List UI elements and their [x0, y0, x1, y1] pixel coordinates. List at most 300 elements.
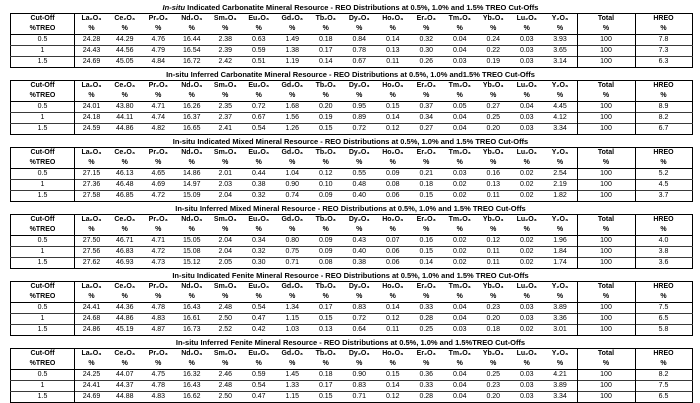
- value-cell: 0.03: [510, 381, 544, 392]
- value-cell: 0.02: [510, 180, 544, 191]
- value-cell: 0.14: [385, 304, 400, 311]
- column-header-oxide-6: Gd₂O₃: [281, 149, 303, 156]
- column-header-oxide-8: Dy₂O₃: [348, 283, 370, 290]
- column-header-oxide-9: Ho₂O₃: [382, 82, 404, 89]
- value-cell: 2.48: [218, 304, 233, 311]
- unit-header-total: %: [577, 24, 635, 35]
- column-header-cutoff: Cut-Off: [11, 282, 75, 293]
- column-header-oxide-11: Tm₂O₃: [448, 15, 471, 22]
- header-row-labels: [11, 14, 693, 25]
- value-cell: 1.96: [553, 237, 567, 244]
- value-cell: 0.06: [376, 258, 410, 269]
- value-cell: 3.89: [553, 304, 567, 311]
- value-cell: 0.11: [376, 325, 410, 336]
- column-header-oxide-7: Tb₂O₃: [315, 350, 336, 357]
- value-cell: 0.67: [242, 113, 276, 124]
- value-cell: 4.87: [142, 325, 176, 336]
- column-header-oxide-3: Nd₂O₃: [181, 149, 203, 156]
- table-title-text: In-situ Indicated Mixed Mineral Resource - REO Distributions at 0.5%, 1.0% and 1.5% TREO Cut-Offs: [172, 137, 529, 146]
- unit-header-oxide-8: %: [343, 359, 377, 370]
- unit-header-oxide-9: %: [376, 158, 410, 169]
- column-header-total: Total: [577, 282, 635, 293]
- value-cell: 44.07: [115, 371, 134, 378]
- hreo-cell: 8.2: [658, 371, 669, 378]
- table-title: [10, 136, 691, 147]
- value-cell: 0.74: [276, 191, 310, 202]
- header-row-units: [11, 225, 693, 236]
- value-cell: 0.04: [443, 381, 477, 392]
- column-header-oxide-10: Er₂O₃: [416, 15, 436, 22]
- value-cell: 0.03: [519, 304, 534, 311]
- value-cell: 2.19: [544, 180, 578, 191]
- value-cell: 0.03: [510, 113, 544, 124]
- total-cell: 100: [577, 303, 635, 314]
- data-row: [11, 57, 693, 68]
- column-header-oxide-14: Y₂O₃: [551, 216, 569, 223]
- data-row: [11, 35, 693, 46]
- unit-header-oxide-2: %: [142, 292, 176, 303]
- value-cell: 0.17: [309, 381, 343, 392]
- value-cell: 44.36: [115, 304, 134, 311]
- value-cell: 0.13: [477, 180, 511, 191]
- hreo-cell: 6.3: [635, 57, 692, 68]
- value-cell: 0.40: [343, 191, 377, 202]
- unit-header-oxide-11: %: [443, 24, 477, 35]
- unit-header-oxide-9: %: [376, 24, 410, 35]
- unit-header-oxide-1: %: [108, 158, 142, 169]
- value-cell: 0.38: [242, 180, 276, 191]
- value-cell: 0.51: [242, 57, 276, 68]
- value-cell: 0.14: [410, 258, 444, 269]
- cutoff-cell: 1: [11, 180, 75, 191]
- value-cell: 2.04: [218, 237, 233, 244]
- value-cell: 4.73: [142, 258, 176, 269]
- unit-header-oxide-9: %: [376, 292, 410, 303]
- value-cell: 0.03: [510, 124, 544, 135]
- table-body: [11, 102, 693, 135]
- unit-header-oxide-10: %: [410, 359, 444, 370]
- value-cell: 1.49: [285, 36, 300, 43]
- data-row: [11, 370, 693, 381]
- unit-header-oxide-1: %: [108, 292, 142, 303]
- value-cell: 0.05: [452, 103, 467, 110]
- value-cell: 44.86: [108, 314, 142, 325]
- unit-header-oxide-0: %: [75, 292, 109, 303]
- unit-header-oxide-4: %: [209, 91, 243, 102]
- column-header-oxide-7: Tb₂O₃: [315, 82, 336, 89]
- unit-header-oxide-9: %: [376, 359, 410, 370]
- column-header-oxide-3: Nd₂O₃: [181, 82, 203, 89]
- value-cell: 4.12: [544, 113, 578, 124]
- value-cell: 0.32: [242, 191, 276, 202]
- total-cell: 100: [577, 392, 635, 403]
- value-cell: 4.78: [151, 304, 166, 311]
- unit-header-oxide-4: %: [209, 24, 243, 35]
- value-cell: 0.12: [376, 392, 410, 403]
- value-cell: 1.74: [544, 258, 578, 269]
- unit-header-cutoff: %TREO: [11, 292, 75, 303]
- unit-header-oxide-7: %: [309, 91, 343, 102]
- value-cell: 0.11: [477, 247, 511, 258]
- unit-header-oxide-7: %: [309, 292, 343, 303]
- value-cell: 3.36: [544, 314, 578, 325]
- total-cell: 100: [577, 113, 635, 124]
- total-cell: 100: [577, 314, 635, 325]
- unit-header-oxide-3: %: [175, 359, 209, 370]
- column-header-oxide-10: Er₂O₃: [416, 350, 436, 357]
- column-header-oxide-2: Pr₂O₃: [148, 216, 168, 223]
- value-cell: 46.93: [108, 258, 142, 269]
- unit-header-total: %: [577, 359, 635, 370]
- value-cell: 4.76: [151, 36, 166, 43]
- value-cell: 0.04: [452, 371, 467, 378]
- cutoff-cell: 0.5: [11, 169, 75, 180]
- value-cell: 24.01: [82, 103, 101, 110]
- value-cell: 0.67: [343, 57, 377, 68]
- data-row: [11, 325, 693, 336]
- value-cell: 4.72: [142, 247, 176, 258]
- value-cell: 46.85: [108, 191, 142, 202]
- unit-header-oxide-7: %: [309, 225, 343, 236]
- column-header-oxide-3: Nd₂O₃: [181, 15, 203, 22]
- value-cell: 24.69: [75, 392, 109, 403]
- column-header-oxide-3: Nd₂O₃: [181, 350, 203, 357]
- value-cell: 0.95: [352, 103, 367, 110]
- table-title-text: Indicated Carbonatite Mineral Resource - REO Distributions at 0.5%, 1.0% and 1.5% TREO Cut-Offs: [187, 3, 539, 12]
- hreo-cell: 3.7: [635, 191, 692, 202]
- column-header-oxide-1: Ce₂O₃: [114, 283, 136, 290]
- column-header-oxide-1: Ce₂O₃: [114, 216, 136, 223]
- value-cell: 4.65: [151, 170, 166, 177]
- column-header-oxide-5: Eu₂O₃: [248, 216, 270, 223]
- column-header-cutoff: Cut-Off: [11, 148, 75, 159]
- unit-header-oxide-12: %: [477, 24, 511, 35]
- cutoff-cell: 1: [11, 46, 75, 57]
- table-body: [11, 303, 693, 336]
- value-cell: 0.21: [419, 170, 434, 177]
- unit-header-hreo: %: [635, 292, 692, 303]
- column-header-oxide-14: Y₂O₃: [551, 15, 569, 22]
- hreo-cell: 7.5: [658, 304, 669, 311]
- unit-header-hreo: %: [635, 91, 692, 102]
- value-cell: 0.02: [443, 247, 477, 258]
- unit-header-total: %: [577, 91, 635, 102]
- unit-header-total: %: [577, 225, 635, 236]
- column-header-oxide-6: Gd₂O₃: [281, 216, 303, 223]
- table-body: [11, 370, 693, 403]
- value-cell: 14.97: [175, 180, 209, 191]
- value-cell: 0.36: [419, 371, 434, 378]
- unit-header-oxide-4: %: [209, 292, 243, 303]
- column-header-oxide-0: La₂O₃: [81, 15, 102, 22]
- column-header-oxide-5: Eu₂O₃: [248, 283, 270, 290]
- value-cell: 0.04: [443, 46, 477, 57]
- unit-header-oxide-12: %: [477, 359, 511, 370]
- value-cell: 0.63: [251, 36, 266, 43]
- value-cell: 0.03: [443, 57, 477, 68]
- table-title: [10, 2, 691, 13]
- column-header-total: Total: [577, 14, 635, 25]
- value-cell: 4.82: [142, 124, 176, 135]
- value-cell: 0.03: [510, 46, 544, 57]
- value-cell: 0.02: [519, 237, 534, 244]
- hreo-cell: 8.9: [658, 103, 669, 110]
- data-row: [11, 258, 693, 269]
- hreo-cell: 5.8: [635, 325, 692, 336]
- value-cell: 0.12: [376, 314, 410, 325]
- value-cell: 2.05: [209, 258, 243, 269]
- unit-header-oxide-2: %: [142, 158, 176, 169]
- column-header-oxide-6: Gd₂O₃: [281, 82, 303, 89]
- value-cell: 2.04: [209, 247, 243, 258]
- total-cell: 100: [577, 169, 635, 180]
- value-cell: 0.08: [309, 258, 343, 269]
- value-cell: 0.09: [385, 170, 400, 177]
- unit-header-oxide-11: %: [443, 91, 477, 102]
- value-cell: 0.18: [318, 36, 333, 43]
- hreo-cell: 6.5: [635, 392, 692, 403]
- unit-header-total: %: [577, 292, 635, 303]
- value-cell: 0.54: [251, 304, 266, 311]
- reo-distribution-table: [10, 281, 693, 336]
- column-header-cutoff: Cut-Off: [11, 81, 75, 92]
- value-cell: 3.01: [544, 325, 578, 336]
- value-cell: 1.45: [285, 371, 300, 378]
- value-cell: 0.04: [443, 124, 477, 135]
- value-cell: 24.69: [75, 57, 109, 68]
- reo-distribution-table: [10, 80, 693, 135]
- hreo-cell: 4.5: [635, 180, 692, 191]
- unit-header-oxide-1: %: [108, 225, 142, 236]
- value-cell: 3.89: [544, 381, 578, 392]
- hreo-cell: 6.7: [635, 124, 692, 135]
- table-title-text: In-situ Inferred Mixed Mineral Resource - REO Distributions at 0.5%, 1.0% and 1.5% TREO Cut-Offs: [175, 204, 526, 213]
- value-cell: 1.82: [544, 191, 578, 202]
- value-cell: 16.72: [175, 57, 209, 68]
- cutoff-cell: 1.5: [11, 191, 75, 202]
- header-row-units: [11, 24, 693, 35]
- unit-header-oxide-13: %: [510, 292, 544, 303]
- value-cell: 4.21: [553, 371, 567, 378]
- column-header-oxide-12: Yb₂O₃: [482, 350, 504, 357]
- column-header-oxide-12: Yb₂O₃: [482, 82, 504, 89]
- column-header-oxide-4: Sm₂O₃: [213, 149, 237, 156]
- value-cell: 1.84: [544, 247, 578, 258]
- value-cell: 0.15: [385, 103, 400, 110]
- value-cell: 0.24: [486, 36, 501, 43]
- value-cell: 0.28: [410, 392, 444, 403]
- column-header-hreo: HREO: [653, 82, 674, 89]
- total-cell: 100: [577, 191, 635, 202]
- unit-header-oxide-2: %: [142, 24, 176, 35]
- column-header-oxide-14: Y₂O₃: [551, 149, 569, 156]
- resource-table-block: [10, 270, 691, 336]
- hreo-cell: 8.2: [635, 113, 692, 124]
- unit-header-cutoff: %TREO: [11, 158, 75, 169]
- value-cell: 2.46: [218, 371, 233, 378]
- header-row-labels: [11, 81, 693, 92]
- value-cell: 3.14: [544, 57, 578, 68]
- data-row: [11, 46, 693, 57]
- value-cell: 46.71: [115, 237, 134, 244]
- column-header-oxide-14: Y₂O₃: [551, 82, 569, 89]
- value-cell: 27.56: [75, 247, 109, 258]
- header-row-units: [11, 292, 693, 303]
- value-cell: 3.34: [544, 124, 578, 135]
- value-cell: 0.20: [477, 314, 511, 325]
- column-header-oxide-13: Lu₂O₃: [516, 15, 537, 22]
- data-row: [11, 102, 693, 113]
- value-cell: 24.68: [75, 314, 109, 325]
- unit-header-oxide-5: %: [242, 225, 276, 236]
- value-cell: 0.54: [242, 381, 276, 392]
- value-cell: 27.15: [82, 170, 101, 177]
- unit-header-oxide-4: %: [209, 359, 243, 370]
- column-header-oxide-2: Pr₂O₃: [148, 350, 168, 357]
- column-header-oxide-11: Tm₂O₃: [448, 216, 471, 223]
- value-cell: 0.54: [242, 124, 276, 135]
- value-cell: 15.05: [182, 237, 201, 244]
- value-cell: 0.71: [276, 258, 310, 269]
- value-cell: 0.19: [477, 57, 511, 68]
- total-cell: 100: [577, 325, 635, 336]
- cutoff-cell: 1.5: [11, 392, 75, 403]
- value-cell: 0.23: [486, 304, 501, 311]
- value-cell: 27.58: [75, 191, 109, 202]
- column-header-total: Total: [577, 349, 635, 360]
- value-cell: 1.26: [276, 124, 310, 135]
- value-cell: 0.03: [510, 57, 544, 68]
- value-cell: 1.03: [276, 325, 310, 336]
- unit-header-oxide-8: %: [343, 158, 377, 169]
- value-cell: 14.86: [182, 170, 201, 177]
- unit-header-cutoff: %TREO: [11, 24, 75, 35]
- table-title-italic: In-situ: [162, 3, 186, 12]
- value-cell: 16.26: [182, 103, 201, 110]
- value-cell: 0.06: [376, 191, 410, 202]
- column-header-oxide-8: Dy₂O₃: [348, 149, 370, 156]
- value-cell: 2.38: [218, 36, 233, 43]
- value-cell: 0.06: [376, 247, 410, 258]
- value-cell: 15.09: [175, 191, 209, 202]
- total-cell: 100: [577, 46, 635, 57]
- data-row: [11, 247, 693, 258]
- value-cell: 2.50: [209, 314, 243, 325]
- unit-header-oxide-8: %: [343, 24, 377, 35]
- unit-header-hreo: %: [635, 359, 692, 370]
- value-cell: 2.03: [209, 180, 243, 191]
- unit-header-oxide-3: %: [175, 91, 209, 102]
- value-cell: 4.83: [142, 392, 176, 403]
- header-row-labels: [11, 349, 693, 360]
- cutoff-cell: 0.5: [11, 236, 75, 247]
- value-cell: 44.37: [108, 381, 142, 392]
- value-cell: 0.72: [343, 314, 377, 325]
- unit-header-oxide-6: %: [276, 24, 310, 35]
- unit-header-oxide-14: %: [544, 158, 578, 169]
- data-row: [11, 180, 693, 191]
- unit-header-oxide-11: %: [443, 158, 477, 169]
- value-cell: 0.17: [318, 304, 333, 311]
- column-header-oxide-4: Sm₂O₃: [213, 82, 237, 89]
- unit-header-oxide-2: %: [142, 359, 176, 370]
- value-cell: 0.32: [419, 36, 434, 43]
- value-cell: 24.86: [75, 325, 109, 336]
- value-cell: 16.32: [182, 371, 201, 378]
- table-body: [11, 35, 693, 68]
- value-cell: 0.71: [343, 392, 377, 403]
- value-cell: 2.42: [209, 57, 243, 68]
- column-header-oxide-12: Yb₂O₃: [482, 149, 504, 156]
- value-cell: 0.83: [352, 304, 367, 311]
- value-cell: 0.09: [309, 191, 343, 202]
- value-cell: 0.15: [385, 371, 400, 378]
- table-header: [11, 148, 693, 169]
- unit-header-hreo: %: [635, 158, 692, 169]
- column-header-cutoff: Cut-Off: [11, 14, 75, 25]
- value-cell: 0.14: [376, 113, 410, 124]
- value-cell: 0.55: [352, 170, 367, 177]
- value-cell: 0.18: [477, 325, 511, 336]
- value-cell: 0.59: [242, 46, 276, 57]
- value-cell: 44.86: [108, 124, 142, 135]
- total-cell: 100: [577, 370, 635, 381]
- cutoff-cell: 1: [11, 381, 75, 392]
- value-cell: 1.15: [276, 314, 310, 325]
- value-cell: 0.48: [343, 180, 377, 191]
- column-header-oxide-9: Ho₂O₃: [382, 149, 404, 156]
- unit-header-oxide-6: %: [276, 225, 310, 236]
- column-header-oxide-12: Yb₂O₃: [482, 15, 504, 22]
- value-cell: 0.07: [385, 237, 400, 244]
- unit-header-oxide-10: %: [410, 91, 444, 102]
- unit-header-oxide-0: %: [75, 225, 109, 236]
- value-cell: 4.72: [142, 191, 176, 202]
- value-cell: 16.54: [175, 46, 209, 57]
- unit-header-oxide-7: %: [309, 359, 343, 370]
- column-header-oxide-10: Er₂O₃: [416, 216, 436, 223]
- column-header-oxide-5: Eu₂O₃: [248, 82, 270, 89]
- column-header-oxide-11: Tm₂O₃: [448, 350, 471, 357]
- reo-distribution-table: [10, 214, 693, 269]
- table-title: [10, 337, 691, 348]
- unit-header-oxide-7: %: [309, 24, 343, 35]
- value-cell: 0.37: [419, 103, 434, 110]
- column-header-oxide-5: Eu₂O₃: [248, 350, 270, 357]
- value-cell: 0.02: [510, 247, 544, 258]
- column-header-hreo: HREO: [653, 149, 674, 156]
- value-cell: 0.89: [343, 113, 377, 124]
- value-cell: 0.14: [309, 57, 343, 68]
- value-cell: 0.90: [352, 371, 367, 378]
- value-cell: 15.08: [175, 247, 209, 258]
- value-cell: 0.72: [343, 124, 377, 135]
- value-cell: 0.20: [318, 103, 333, 110]
- hreo-cell: 5.2: [658, 170, 669, 177]
- table-title-text: In-situ Indicated Fenite Mineral Resource - REO Distributions at 0.5%, 1.0% and 1.5% TREO Cut-Offs: [172, 271, 529, 280]
- column-header-oxide-14: Y₂O₃: [551, 283, 569, 290]
- value-cell: 0.42: [242, 325, 276, 336]
- value-cell: 4.71: [151, 103, 166, 110]
- unit-header-oxide-8: %: [343, 91, 377, 102]
- unit-header-oxide-14: %: [544, 359, 578, 370]
- column-header-oxide-2: Pr₂O₃: [148, 15, 168, 22]
- value-cell: 0.02: [443, 258, 477, 269]
- column-header-oxide-1: Ce₂O₃: [114, 82, 136, 89]
- unit-header-oxide-10: %: [410, 158, 444, 169]
- column-header-oxide-4: Sm₂O₃: [213, 350, 237, 357]
- column-header-oxide-6: Gd₂O₃: [281, 350, 303, 357]
